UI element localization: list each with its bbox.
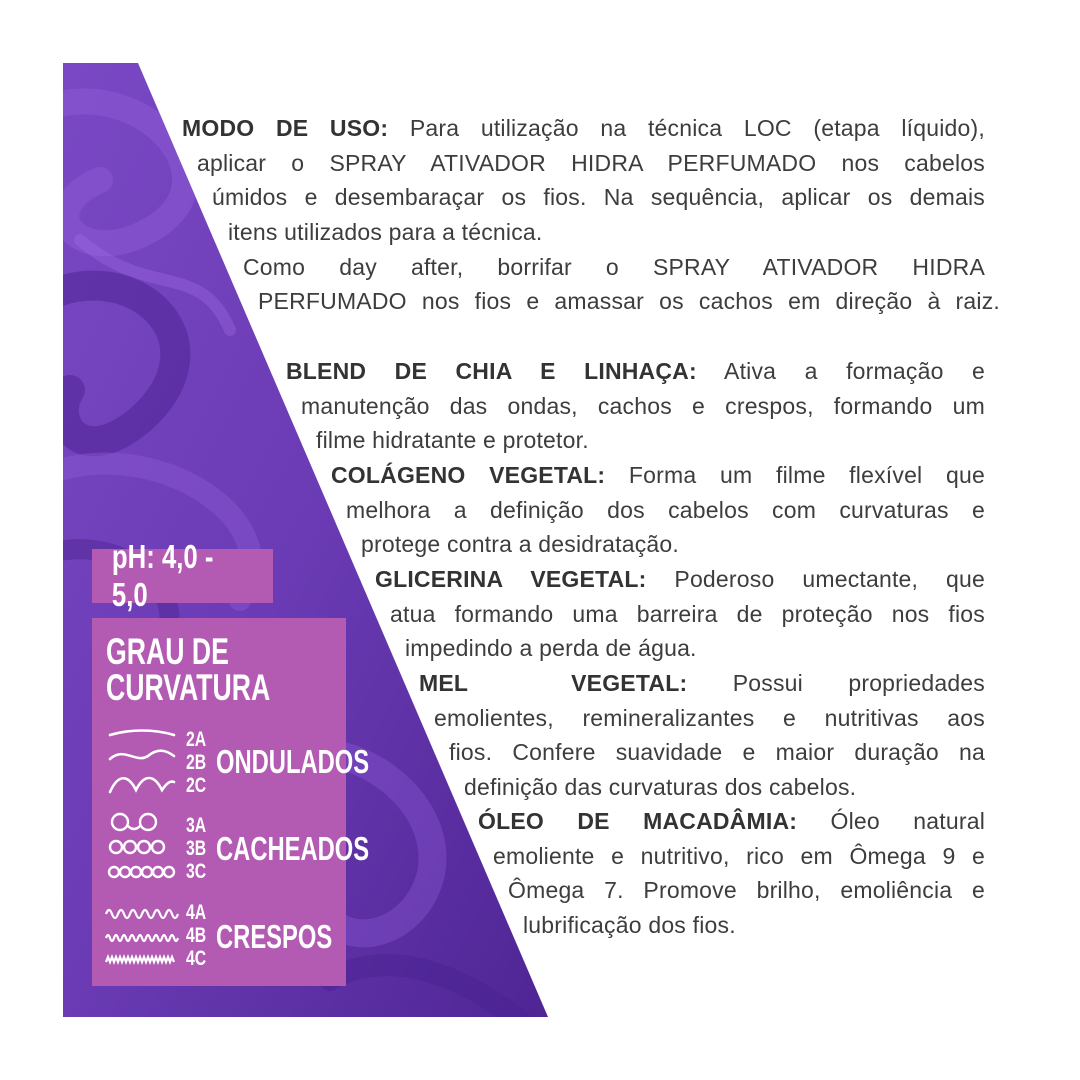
- text-line: manutenção das ondas, cachos e crespos, formando um: [301, 393, 985, 419]
- text-line: GLICERINA VEGETAL: Poderoso umectante, que: [375, 566, 985, 592]
- curvature-code: 2B: [186, 751, 207, 774]
- curvature-code: 4A: [186, 901, 207, 924]
- text-line: itens utilizados para a técnica.: [228, 219, 543, 245]
- ph-text: pH: 4,0 - 5,0: [111, 538, 214, 613]
- text-line: melhora a definição dos cabelos com curvaturas e: [346, 497, 985, 523]
- mel-label: MEL VEGETAL:: [419, 670, 688, 696]
- text-line: atua formando uma barreira de proteção nos fios: [390, 601, 985, 627]
- curvature-title: GRAU DE CURVATURA: [106, 631, 271, 708]
- cacheados-label: CACHEADOS: [216, 830, 370, 867]
- curvature-code: 4B: [186, 924, 207, 947]
- curvature-code: 3B: [186, 837, 207, 860]
- text-line: definição das curvaturas dos cabelos.: [464, 774, 857, 800]
- ph-badge: [92, 538, 273, 613]
- crespos-label: CRESPOS: [216, 918, 333, 955]
- text-line: protege contra a desidratação.: [361, 531, 679, 557]
- text-line: aplicar o SPRAY ATIVADOR HIDRA PERFUMADO nos cabelos: [197, 150, 985, 176]
- text-line: MODO DE USO: Para utilização na técnica LOC (etapa líquido),: [182, 115, 985, 141]
- blend-label: BLEND DE CHIA E LINHAÇA:: [286, 358, 697, 384]
- text-line: impedindo a perda de água.: [405, 635, 697, 661]
- text-line: COLÁGENO VEGETAL: Forma um filme flexível que: [331, 462, 985, 488]
- text-line: fios. Confere suavidade e maior duração na: [449, 739, 985, 765]
- oleo-label: ÓLEO DE MACADÂMIA:: [478, 808, 798, 834]
- curl-icon: [106, 812, 178, 884]
- coil-icon: [104, 904, 180, 974]
- glicerina-label: GLICERINA VEGETAL:: [375, 566, 647, 592]
- ondulados-label: ONDULADOS: [216, 743, 370, 780]
- curvature-code: 2A: [186, 728, 207, 751]
- text-line: emoliente e nutritivo, rico em Ômega 9 e: [493, 843, 985, 869]
- curvature-code: 2C: [186, 774, 207, 797]
- text-line: Como day after, borrifar o SPRAY ATIVADOR HIDRA: [243, 254, 985, 280]
- text-line: ÓLEO DE MACADÂMIA: Óleo natural: [478, 808, 985, 834]
- text-line: Ômega 7. Promove brilho, emoliência e: [508, 877, 985, 903]
- colageno-label: COLÁGENO VEGETAL:: [331, 462, 606, 488]
- curvature-code: 3A: [186, 814, 207, 837]
- text-line: úmidos e desembaraçar os fios. Na sequência, aplicar os demais: [212, 184, 985, 210]
- curvature-code: 3C: [186, 860, 207, 883]
- text-line: emolientes, remineralizantes e nutritivas aos: [434, 705, 985, 731]
- text-line: lubrificação dos fios.: [523, 912, 736, 938]
- text-line: filme hidratante e protetor.: [316, 427, 589, 453]
- wave-icon: [106, 726, 178, 798]
- text-line: BLEND DE CHIA E LINHAÇA: Ativa a formação e: [286, 358, 986, 384]
- curvature-chart: [92, 618, 370, 986]
- curvature-code: 4C: [186, 947, 207, 970]
- modo-de-uso-label: MODO DE USO:: [182, 115, 389, 141]
- text-line: MEL VEGETAL: Possui propriedades: [419, 670, 986, 696]
- text-line: PERFUMADO nos fios e amassar os cachos em direção à raiz.: [258, 288, 1000, 314]
